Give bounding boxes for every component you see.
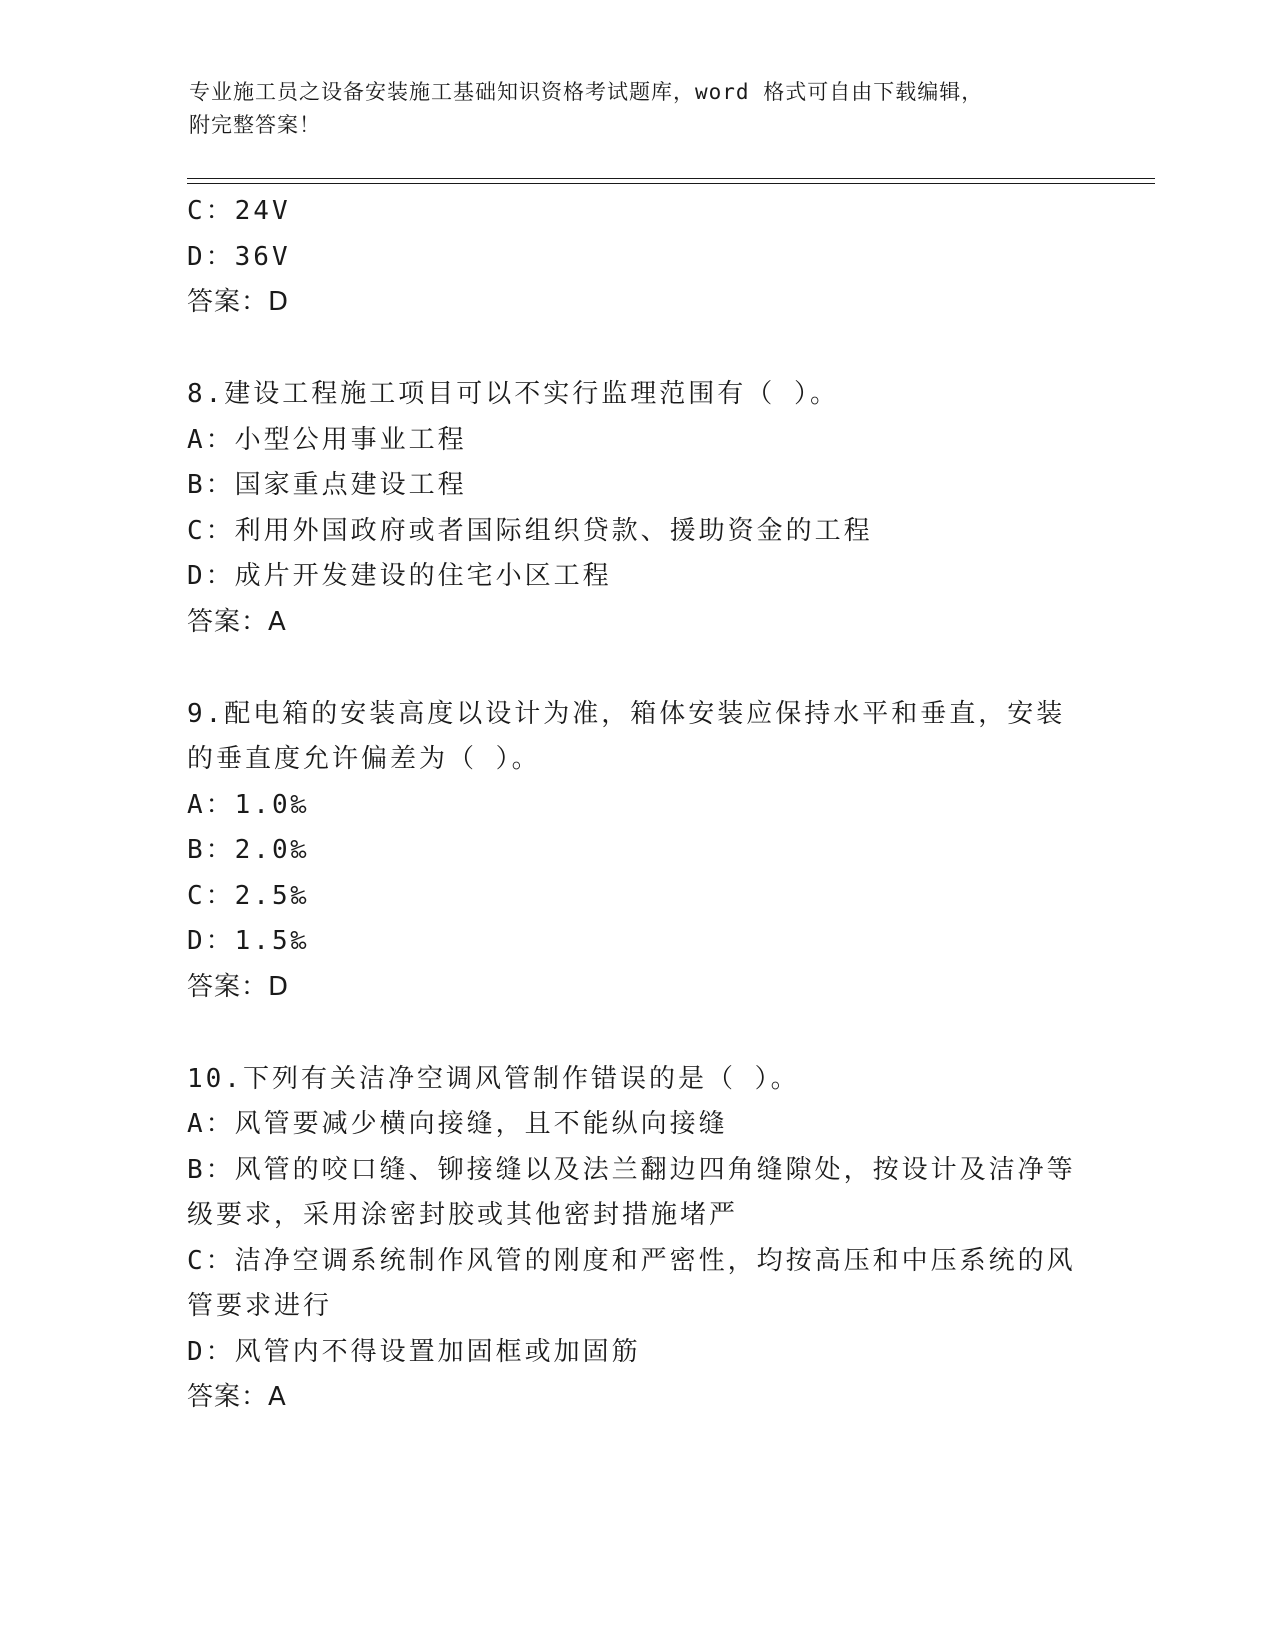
q9-option-a: A：1.0‰ — [187, 790, 310, 820]
q10-option-c-line-2: 管要求进行 — [187, 1291, 333, 1321]
q9-stem-line-1: 9.配电箱的安装高度以设计为准，箱体安装应保持水平和垂直，安装 — [187, 699, 1066, 729]
q8-option-a: A：小型公用事业工程 — [187, 425, 467, 455]
header-line-2: 附完整答案！ — [189, 113, 321, 137]
q7-option-c: C：24V — [187, 196, 291, 226]
q10-stem: 10.下列有关洁净空调风管制作错误的是（ ）。 — [187, 1064, 800, 1094]
q7-option-d: D：36V — [187, 242, 291, 272]
q8-answer: 答案：A — [187, 607, 287, 637]
q10-option-a: A：风管要减少横向接缝，且不能纵向接缝 — [187, 1109, 728, 1139]
q10-answer: 答案：A — [187, 1382, 287, 1412]
q10-option-c-line-1: C：洁净空调系统制作风管的刚度和严密性，均按高压和中压系统的风 — [187, 1246, 1076, 1276]
q10-option-b-line-2: 级要求，采用涂密封胶或其他密封措施堵严 — [187, 1200, 739, 1230]
q8-stem: 8.建设工程施工项目可以不实行监理范围有（ ）。 — [187, 379, 839, 409]
q9-answer: 答案：D — [187, 972, 290, 1002]
q9-option-d: D：1.5‰ — [187, 926, 310, 956]
q8-option-b: B：国家重点建设工程 — [187, 470, 467, 500]
q8-option-c: C：利用外国政府或者国际组织贷款、援助资金的工程 — [187, 516, 873, 546]
header-divider-top — [187, 178, 1155, 179]
document-header — [189, 76, 1089, 142]
q7-answer: 答案：D — [187, 287, 290, 317]
q9-option-c: C：2.5‰ — [187, 881, 310, 911]
header-line-1: 专业施工员之设备安装施工基础知识资格考试题库，word 格式可自由下载编辑， — [189, 80, 984, 104]
q10-option-b-line-1: B：风管的咬口缝、铆接缝以及法兰翻边四角缝隙处，按设计及洁净等 — [187, 1155, 1076, 1185]
q10-option-d: D：风管内不得设置加固框或加固筋 — [187, 1337, 641, 1367]
header-divider-bottom — [187, 183, 1155, 184]
q9-stem-line-2: 的垂直度允许偏差为（ ）。 — [187, 744, 541, 774]
q9-option-b: B：2.0‰ — [187, 835, 310, 865]
q8-option-d: D：成片开发建设的住宅小区工程 — [187, 561, 612, 591]
